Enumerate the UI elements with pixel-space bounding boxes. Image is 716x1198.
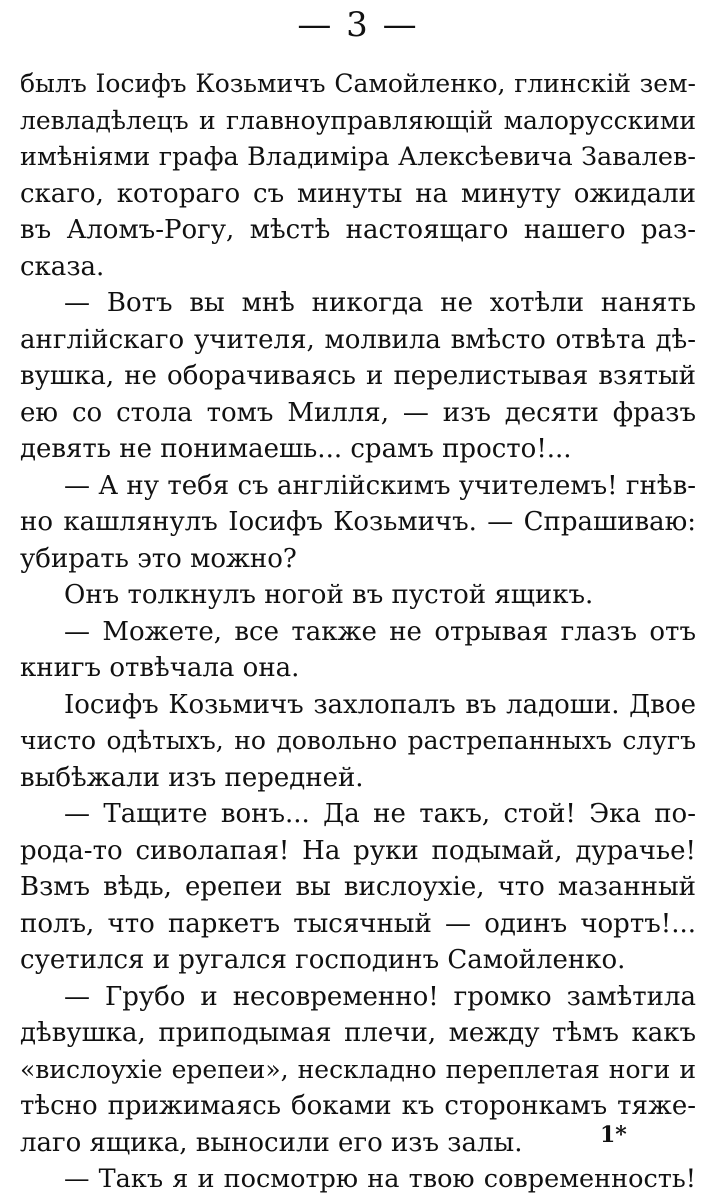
text-line: тѣсно прижимаясь боками къ сторонкамъ тяже- <box>20 1091 696 1121</box>
text-line: — А ну тебя съ англійскимъ учителемъ! гнѣв- <box>64 470 696 501</box>
text-line: левладѣлецъ и главноуправляющій малорусскими <box>20 105 696 135</box>
text-line: «вислоухіе ерепеи», нескладно переплетая ноги и <box>20 1054 696 1084</box>
text-line: суетился и ругался господинъ Самойленко. <box>20 945 626 975</box>
text-line: Онъ толкнулъ ногой въ пустой ящикъ. <box>64 580 594 610</box>
text-line: — Грубо и несовременно! громко замѣтила <box>64 981 696 1012</box>
text-line: убирать это можно? <box>20 543 297 574</box>
text-line: въ Аломъ-Рогу, мѣстѣ настоящаго нашего раз- <box>20 215 696 245</box>
text-line: былъ Іосифъ Козьмичъ Самойленко, глинскій зем- <box>20 69 696 98</box>
text-line: вушка, не оборачиваясь и перелистывая взятый <box>20 361 696 391</box>
text-line: сказа. <box>20 251 105 282</box>
text-line: книгъ отвѣчала она. <box>20 653 300 683</box>
text-line: рода-то сиволапая! На руки подымай, дурачье! <box>20 835 696 866</box>
page-text <box>20 66 696 1198</box>
text-line: — Тащите вонъ... Да не такъ, стой! Эка по- <box>64 799 696 829</box>
text-line: Взмъ вѣдь, ерепеи вы вислоухіе, что мазанный <box>20 872 696 902</box>
text-line: — Можете, все также не отрывая глазъ отъ <box>64 616 696 647</box>
text-line: ею со стола томъ Милля, — изъ десяти фразъ <box>20 397 696 428</box>
text-line: но кашлянулъ Іосифъ Козьмичъ. — Спрашиваю: <box>20 507 696 537</box>
text-line: скаго, котораго съ минуты на минуту ожидали <box>20 178 696 209</box>
text-line: выбѣжали изъ передней. <box>20 762 364 793</box>
text-line: Іосифъ Козьмичъ захлопалъ въ ладоши. Двое <box>64 689 696 720</box>
text-line: — Вотъ вы мнѣ никогда не хотѣли нанять <box>64 288 696 318</box>
text-line: девять не понимаешь... срамъ просто!... <box>20 434 572 464</box>
text-line: англійскаго учителя, молвила вмѣсто отвѣта дѣ- <box>20 324 696 355</box>
text-line: лаго ящика, выносили его изъ залы. <box>20 1127 523 1158</box>
text-line: — Такъ я и посмотрю на твою современность! <box>64 1164 696 1194</box>
text-line: чисто одѣтыхъ, но довольно растрепанныхъ слугъ <box>20 726 696 755</box>
signature-mark: 1* <box>600 1122 627 1148</box>
page-number: — 3 — <box>297 5 419 45</box>
text-line: полъ, что паркетъ тысячный — одинъ чортъ!... <box>20 908 696 939</box>
text-line: дѣвушка, приподымая плечи, между тѣмъ какъ <box>20 1018 696 1048</box>
text-line: имѣніями графа Владиміра Алексѣевича Завалев- <box>20 142 696 172</box>
